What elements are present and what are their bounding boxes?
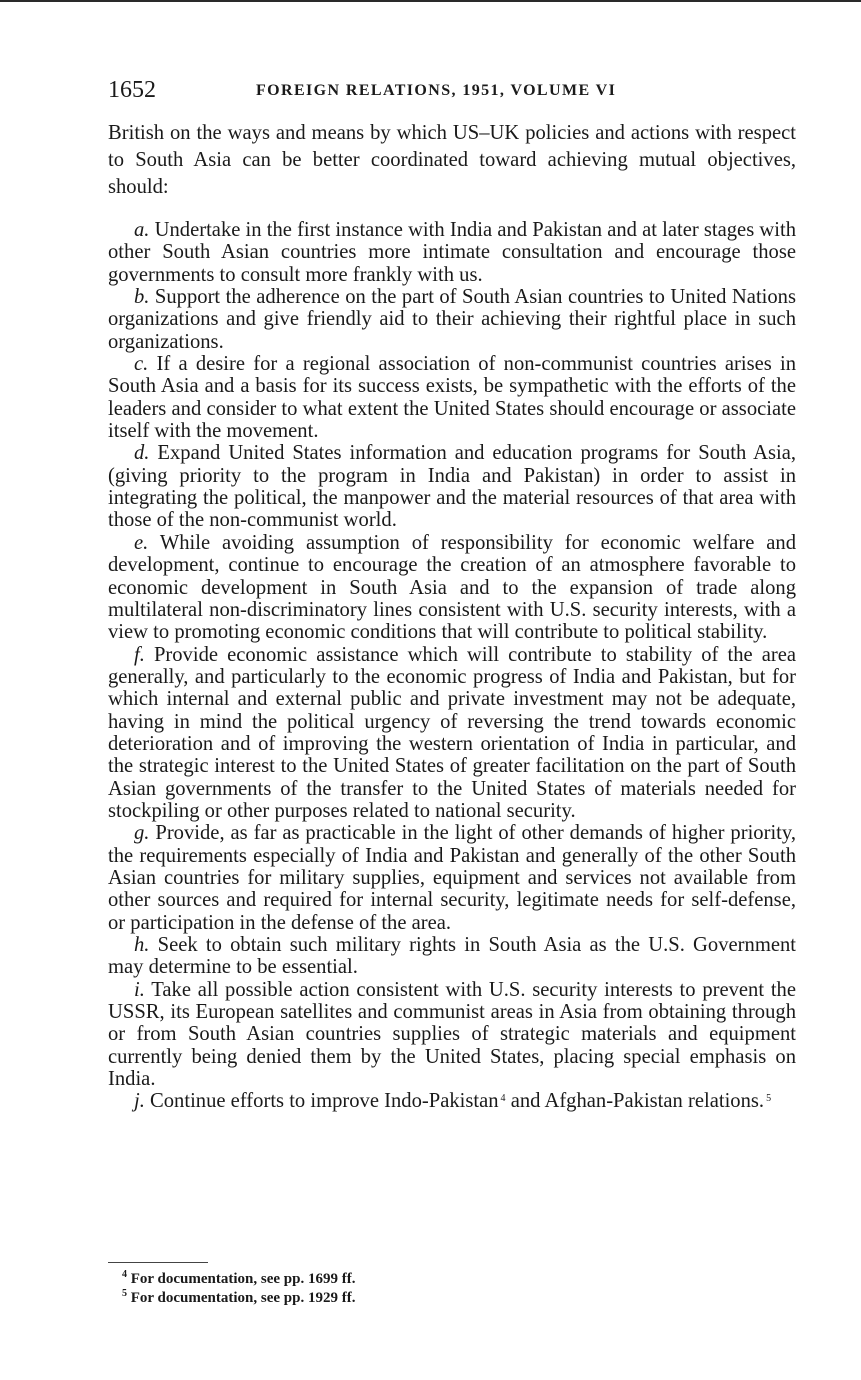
page-header (108, 74, 798, 108)
footnote-marker: 5 (122, 1288, 127, 1299)
footnote-marker: 4 (122, 1269, 127, 1280)
body-text (108, 120, 796, 1113)
item-i (108, 979, 796, 1091)
footnote-5 (120, 1289, 720, 1308)
item-letter: c. (134, 353, 149, 376)
item-text: Continue efforts to improve Indo-Pakistan (144, 1090, 499, 1113)
item-a (108, 219, 796, 286)
item-b (108, 286, 796, 353)
footnote-divider (108, 1262, 208, 1263)
running-head: FOREIGN RELATIONS, 1951, VOLUME VI (256, 82, 617, 99)
item-text: While avoiding assumption of responsibility for economic welfare and development, continue to encourage the creation of an atmosphere favorable to economic development in South Asia and to the expansion of trade along multilateral non-discriminatory lines consistent with U.S. security interests, with a view to promoting economic conditions that will contribute to political stability. (108, 531, 796, 644)
item-d (108, 442, 796, 531)
item-c (108, 353, 796, 442)
item-text: If a desire for a regional association of non-communist countries arises in South Asia and a basis for its success exists, be sympathetic with the efforts of the leaders and consider to what extent the United States should encourage or associate itself with the movement. (108, 353, 796, 443)
item-letter: i. (134, 978, 145, 1001)
item-e (108, 532, 796, 644)
footnote-text: For documentation, see pp. 1929 ff. (127, 1290, 356, 1306)
page-number: 1652 (108, 77, 156, 103)
item-text: Provide, as far as practicable in the light of other demands of higher priority, the requirements especially of India and Pakistan and generally of the other South Asian countries for military supplies, equipment and services not available from other sources and required for internal security, legitimate needs for self-defense, or participation in the defense of the area. (108, 822, 796, 934)
item-letter: f. (134, 643, 145, 666)
item-text: Take all possible action consistent with U.S. security interests to prevent the USSR, its European satellites and communist areas in Asia from obtaining through or from South Asian countries supplies of strategic materials and equipment currently being denied them by the United States, placing special emphasis on India. (108, 978, 796, 1091)
footnote-ref-5[interactable]: 5 (766, 1093, 772, 1105)
item-letter: h. (134, 934, 150, 956)
item-h (108, 934, 796, 979)
footnotes (120, 1270, 720, 1308)
footnote-text: For documentation, see pp. 1699 ff. (127, 1271, 356, 1287)
item-letter: d. (134, 442, 150, 465)
item-g (108, 822, 796, 934)
item-text: Undertake in the first instance with India and Pakistan and at later stages with other South Asian countries more intimate consultation and encourage those governments to consult more frankly with us. (108, 219, 796, 286)
item-f (108, 644, 796, 823)
footnote-4 (120, 1270, 720, 1289)
item-text: Support the adherence on the part of South Asian countries to United Nations organizations and give friendly aid to their achieving their rightful place in such organizations. (108, 286, 796, 353)
top-border-rule (0, 0, 861, 2)
footnote-ref-4[interactable]: 4 (500, 1093, 506, 1105)
item-letter: a. (134, 219, 150, 241)
item-text: Expand United States information and education programs for South Asia, (giving priority to the program in India and Pakistan) in order to assist in integrating the political, the manpower and the material resources of that area with those of the non-communist world. (108, 442, 796, 532)
item-letter: j. (134, 1090, 145, 1113)
item-letter: g. (134, 822, 150, 845)
item-letter: e. (134, 531, 149, 554)
item-text: Seek to obtain such military rights in South Asia as the U.S. Government may determine to be essential. (108, 934, 796, 979)
item-text: and Afghan-Pakistan relations. (505, 1090, 765, 1113)
item-letter: b. (134, 286, 150, 309)
intro-paragraph: British on the ways and means by which US–UK policies and actions with respect to South Asia can be better coordinated toward achieving mutual objectives, should: (108, 122, 796, 198)
item-text: Provide economic assistance which will contribute to stability of the area generally, and particularly to the economic progress of India and Pakistan, but for which internal and external public and private investment may not be adequate, having in mind the political urgency of reversing the trend towards economic deterioration and of improving the western orientation of India in particular, and the strategic interest to the United States of greater facilitation on the part of South Asian governments of the transfer to the United States of materials needed for stockpiling or other purposes related to national security. (108, 643, 796, 822)
item-j (108, 1090, 796, 1112)
